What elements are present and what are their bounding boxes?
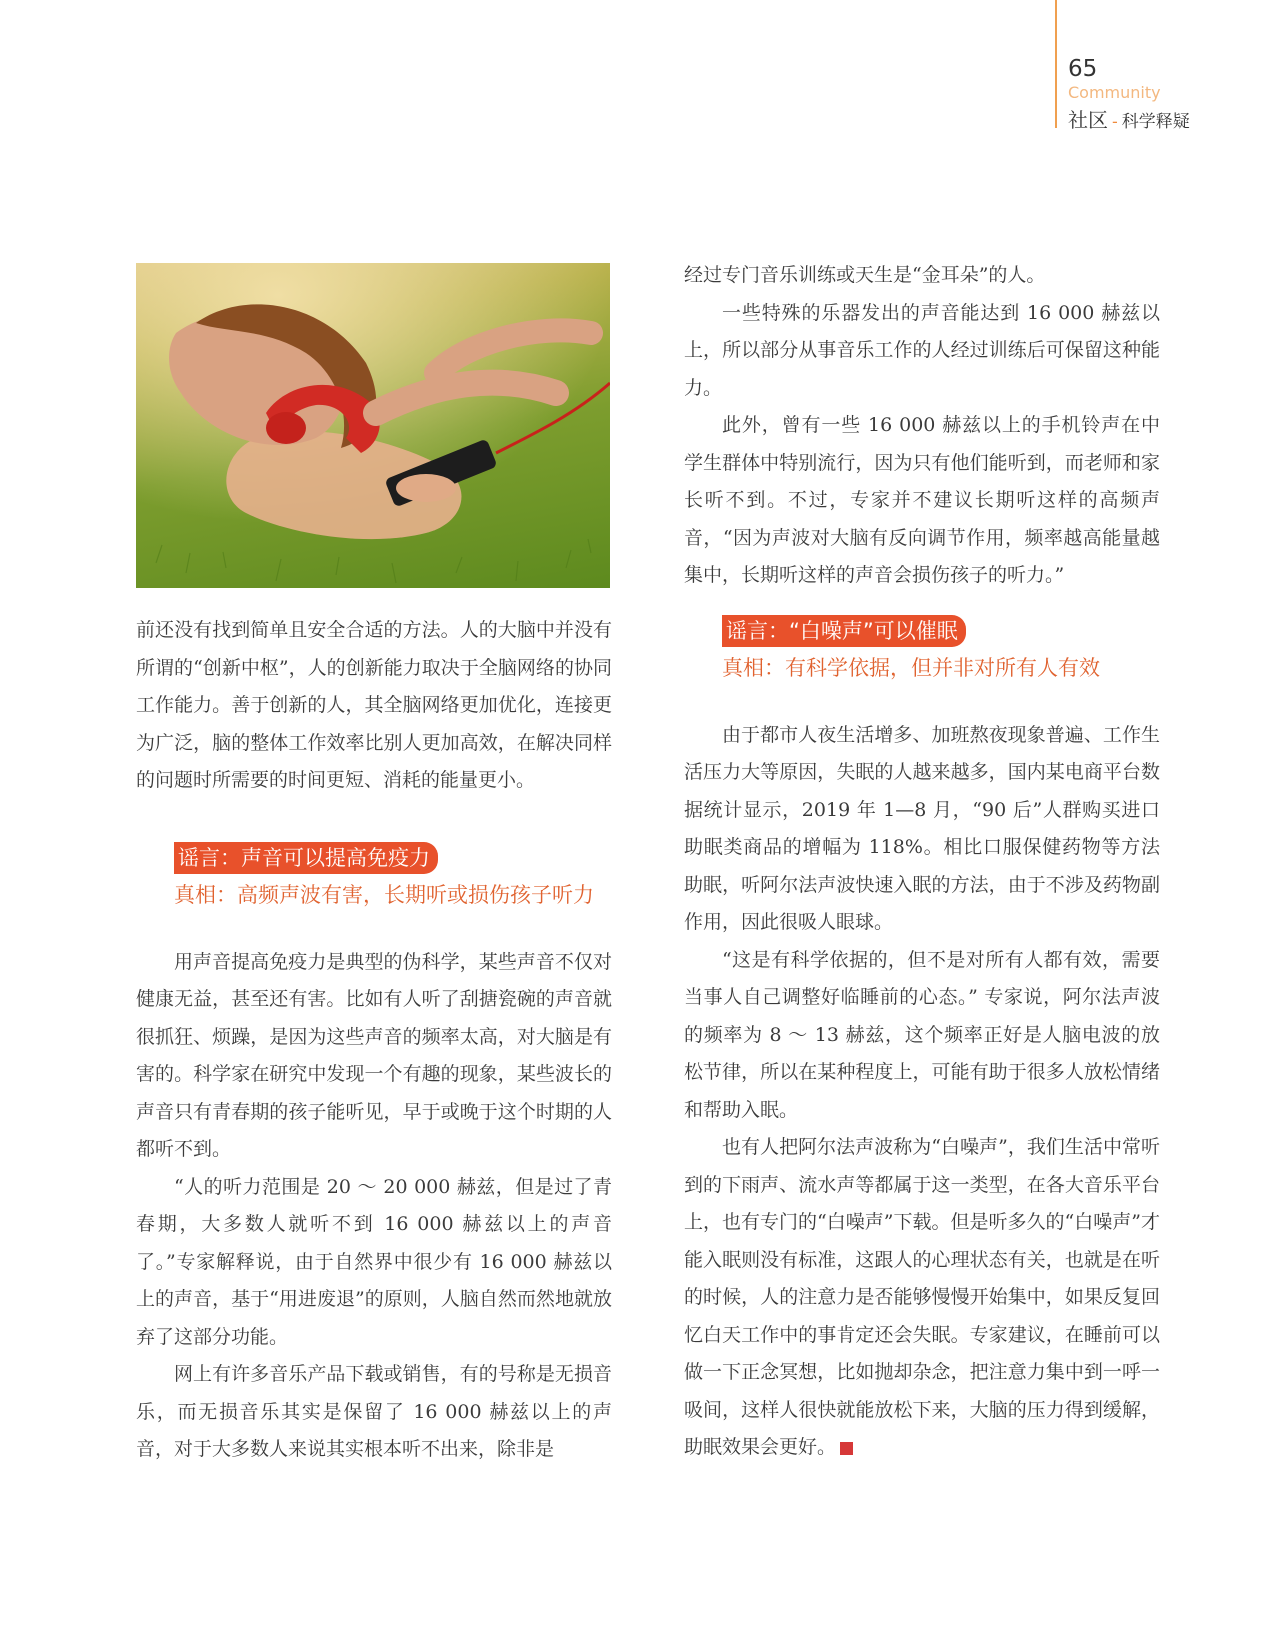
subsection-name: 科学释疑 [1121,112,1190,132]
right-paragraph-5: “这是有科学依据的，但不是对所有人都有效，需要当事人自己调整好临睡前的心态。” 专家说，阿尔法声波的频率为 8 ～ 13 赫兹，这个频率正好是人脑电波的放松节律，所以在某种程度上，可能有助于很多人放松情绪和帮助入眠。 [684,948,1160,1121]
rumor-heading-2 [722,615,1160,683]
right-paragraph-2: 一些特殊的乐器发出的声音能达到 16 000 赫兹以上，所以部分从事音乐工作的人经过训练后可保留这种能力。 [684,301,1160,399]
section-title [1068,104,1190,133]
header-rule [1055,0,1057,128]
right-paragraph-4: 由于都市人夜生活增多、加班熬夜现象普遍、工作生活压力大等原因，失眠的人越来越多，国内某电商平台数据统计显示，2019 年 1—8 月，“90 后”人群购买进口助眠类商品的增幅为 118%。相比口服保健药物等方法助眠，听阿尔法声波快速入眠的方法，由于不涉及药物副作用，因此很吸人眼球。 [684,723,1160,933]
left-paragraph-2: 用声音提高免疫力是典型的伪科学，某些声音不仅对健康无益，甚至还有害。比如有人听了刮搪瓷碗的声音就很抓狂、烦躁，是因为这些声音的频率太高，对大脑是有害的。科学家在研究中发现一个有趣的现象，某些波长的声音只有青春期的孩子能听见，早于或晚于这个时期的人都听不到。 [136,950,612,1160]
woman-listening-music-image [136,263,610,588]
section-english: Community [1068,83,1161,102]
right-paragraph-6-text: 也有人把阿尔法声波称为“白噪声”，我们生活中常听到的下雨声、流水声等都属于这一类型，在各大音乐平台上，也有专门的“白噪声”下载。但是听多久的“白噪声”才能入眠则没有标准，这跟人的心理状态有关，也就是在听的时候，人的注意力是否能够慢慢开始集中，如果反复回忆白天工作中的事肯定还会失眠。专家建议，在睡前可以做一下正念冥想，比如抛却杂念，把注意力集中到一呼一吸间，这样人很快就能放松下来，大脑的压力得到缓解，助眠效果会更好。 [684,1136,1160,1458]
rumor-heading-1 [174,842,612,910]
page-header [1055,0,1255,132]
right-paragraph-6 [684,1129,1160,1467]
page-number: 65 [1068,56,1098,82]
section-separator: - [1112,112,1118,131]
right-paragraph-3: 此外，曾有一些 16 000 赫兹以上的手机铃声在中学生群体中特别流行，因为只有他们能听到，而老师和家长听不到。不过，专家并不建议长期听这样的高频声音，“因为声波对大脑有反向调节作用，频率越高能量越集中，长期听这样的声音会损伤孩子的听力。” [684,414,1160,586]
rumor-badge-1: 谣言：声音可以提高免疫力 [174,842,438,874]
truth-heading-2: 真相：有科学依据，但并非对所有人有效 [722,655,1100,680]
right-paragraph-1: 经过专门音乐训练或天生是“金耳朵”的人。 [684,264,1046,286]
left-paragraph-3: “人的听力范围是 20 ～ 20 000 赫兹，但是过了青春期，大多数人就听不到 16 000 赫兹以上的声音了。”专家解释说，由于自然界中很少有 16 000 赫兹以上的声音，基于“用进废退”的原则，人脑自然而然地就放弃了这部分功能。 [136,1175,612,1348]
rumor-badge-2: 谣言：“白噪声”可以催眠 [722,615,966,647]
left-paragraph-1: 前还没有找到简单且安全合适的方法。人的大脑中并没有所谓的“创新中枢”，人的创新能力取决于全脑网络的协同工作能力。善于创新的人，其全脑网络更加优化，连接更为广泛，脑的整体工作效率比别人更加高效，在解决同样的问题时所需要的时间更短、消耗的能量更小。 [136,619,612,791]
left-column [136,612,612,1469]
article-end-mark: S [840,1442,853,1455]
article-photo [136,263,610,588]
section-name: 社区 [1068,108,1108,132]
truth-heading-1: 真相：高频声波有害，长期听或损伤孩子听力 [174,882,594,907]
right-column [684,257,1160,1467]
left-paragraph-4: 网上有许多音乐产品下载或销售，有的号称是无损音乐，而无损音乐其实是保留了 16 000 赫兹以上的声音，对于大多数人来说其实根本听不出来，除非是 [136,1363,612,1460]
